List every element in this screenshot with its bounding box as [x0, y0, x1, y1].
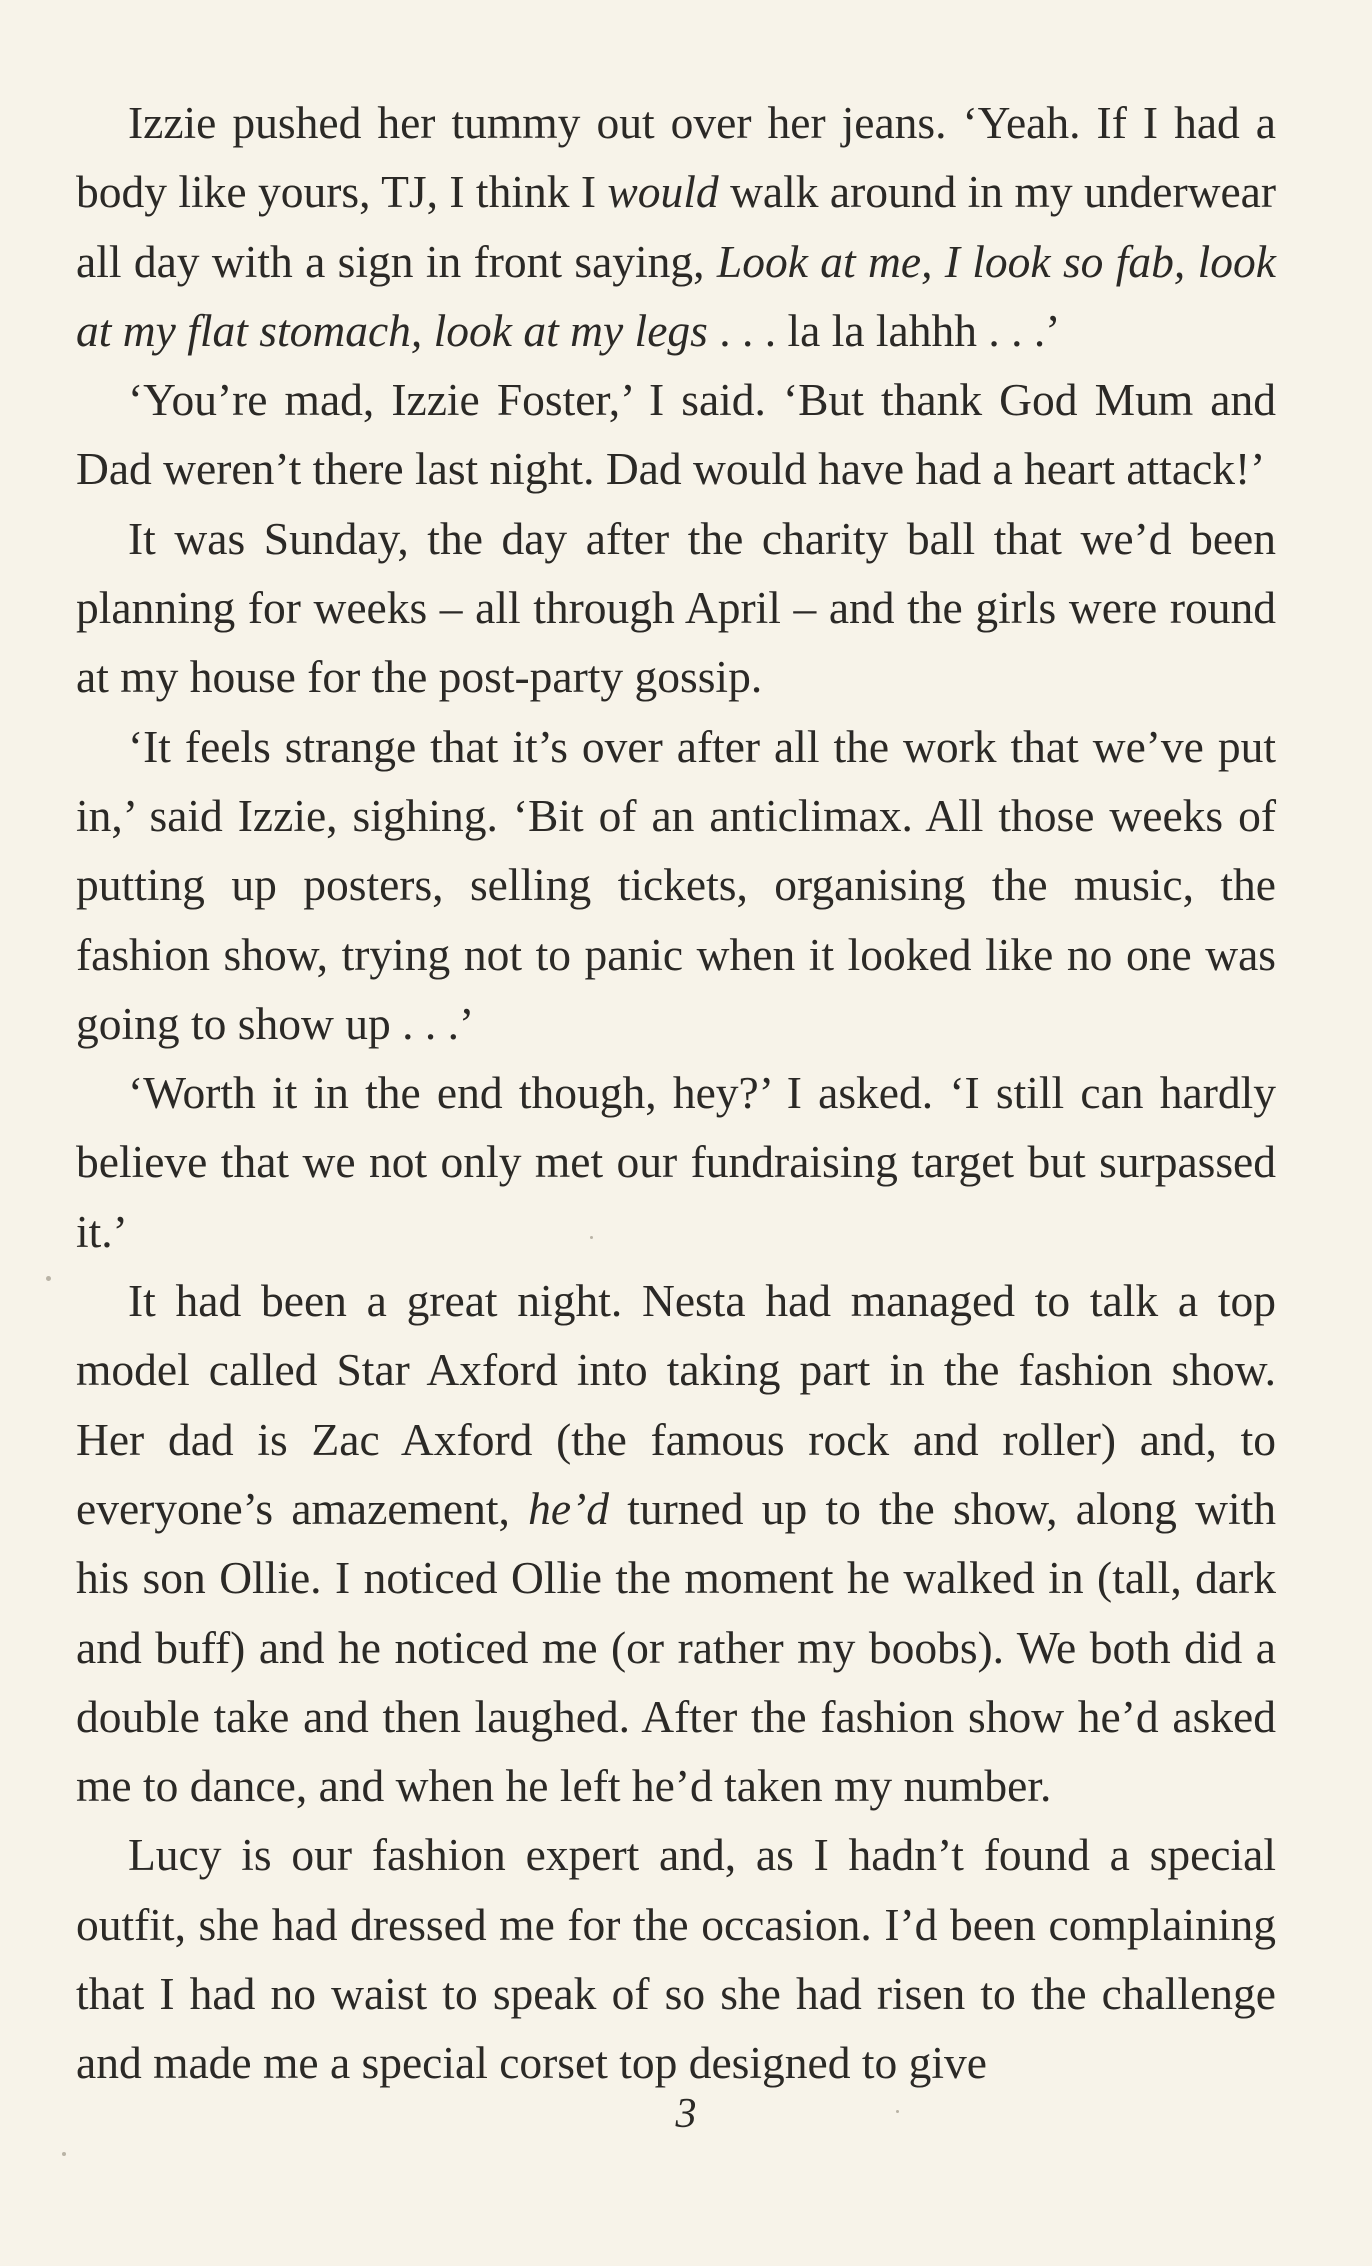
body-text: [76, 88, 1276, 2098]
paragraph-2: [76, 365, 1276, 504]
text-segment: walk around in my underwear all day with a sign in front saying,: [76, 166, 1276, 287]
paragraph-4: [76, 712, 1276, 1058]
text-segment-italic: he’d: [528, 1482, 609, 1534]
text-segment: ‘Worth it in the end though, hey?’ I asked. ‘I still can hardly believe that we not only met our fundraising target but surpassed it.’: [76, 1067, 1276, 1257]
paper-speck: [46, 1276, 51, 1281]
text-segment: It had been a great night. Nesta had managed to talk a top model called Star Axford into taking part in the fashion show. Her dad is Zac Axford (the famous rock and roller) and, to everyone’s amazement,: [76, 1275, 1276, 1534]
paragraph-3: [76, 504, 1276, 712]
paragraph-5: [76, 1058, 1276, 1266]
text-segment-italic: Look at me, I look so fab, look at my flat stomach, look at my legs: [76, 235, 1276, 356]
text-segment: ‘It feels strange that it’s over after all the work that we’ve put in,’ said Izzie, sighing. ‘Bit of an anticlimax. All those weeks of putting up posters, selling tickets, organising the music, the fashion show, trying not to panic when it looked like no one was going to show up . . .’: [76, 720, 1276, 1049]
paper-speck: [590, 1236, 593, 1239]
paper-speck: [896, 2110, 899, 2113]
text-segment: It was Sunday, the day after the charity ball that we’d been planning for weeks – all through April – and the girls were round at my house for the post-party gossip.: [76, 512, 1276, 703]
paragraph-1: [76, 88, 1276, 365]
text-segment: . . . la la lahhh . . .’: [707, 304, 1061, 356]
paragraph-6: [76, 1266, 1276, 1820]
text-segment: ‘You’re mad, Izzie Foster,’ I said. ‘But thank God Mum and Dad weren’t there last night. Dad would have had a heart attack!’: [76, 374, 1276, 495]
paragraph-7: [76, 1820, 1276, 2097]
paper-speck: [62, 2152, 66, 2156]
text-segment-italic: would: [607, 166, 719, 218]
text-segment: Izzie pushed her tummy out over her jeans. ‘Yeah. If I had a body like yours, TJ, I think I: [76, 97, 1276, 218]
text-segment: Lucy is our fashion expert and, as I hadn’t found a special outfit, she had dressed me for the occasion. I’d been complaining that I had no waist to speak of so she had risen to the challenge and made me a special corset top designed to give: [76, 1829, 1276, 2089]
page-number: 3: [675, 2091, 697, 2137]
text-segment: turned up to the show, along with his son Ollie. I noticed Ollie the moment he walked in (tall, dark and buff) and he noticed me (or rather my boobs). We both did a double take and then laughed. After the fashion show he’d asked me to dance, and when he left he’d taken my number.: [76, 1482, 1276, 1812]
